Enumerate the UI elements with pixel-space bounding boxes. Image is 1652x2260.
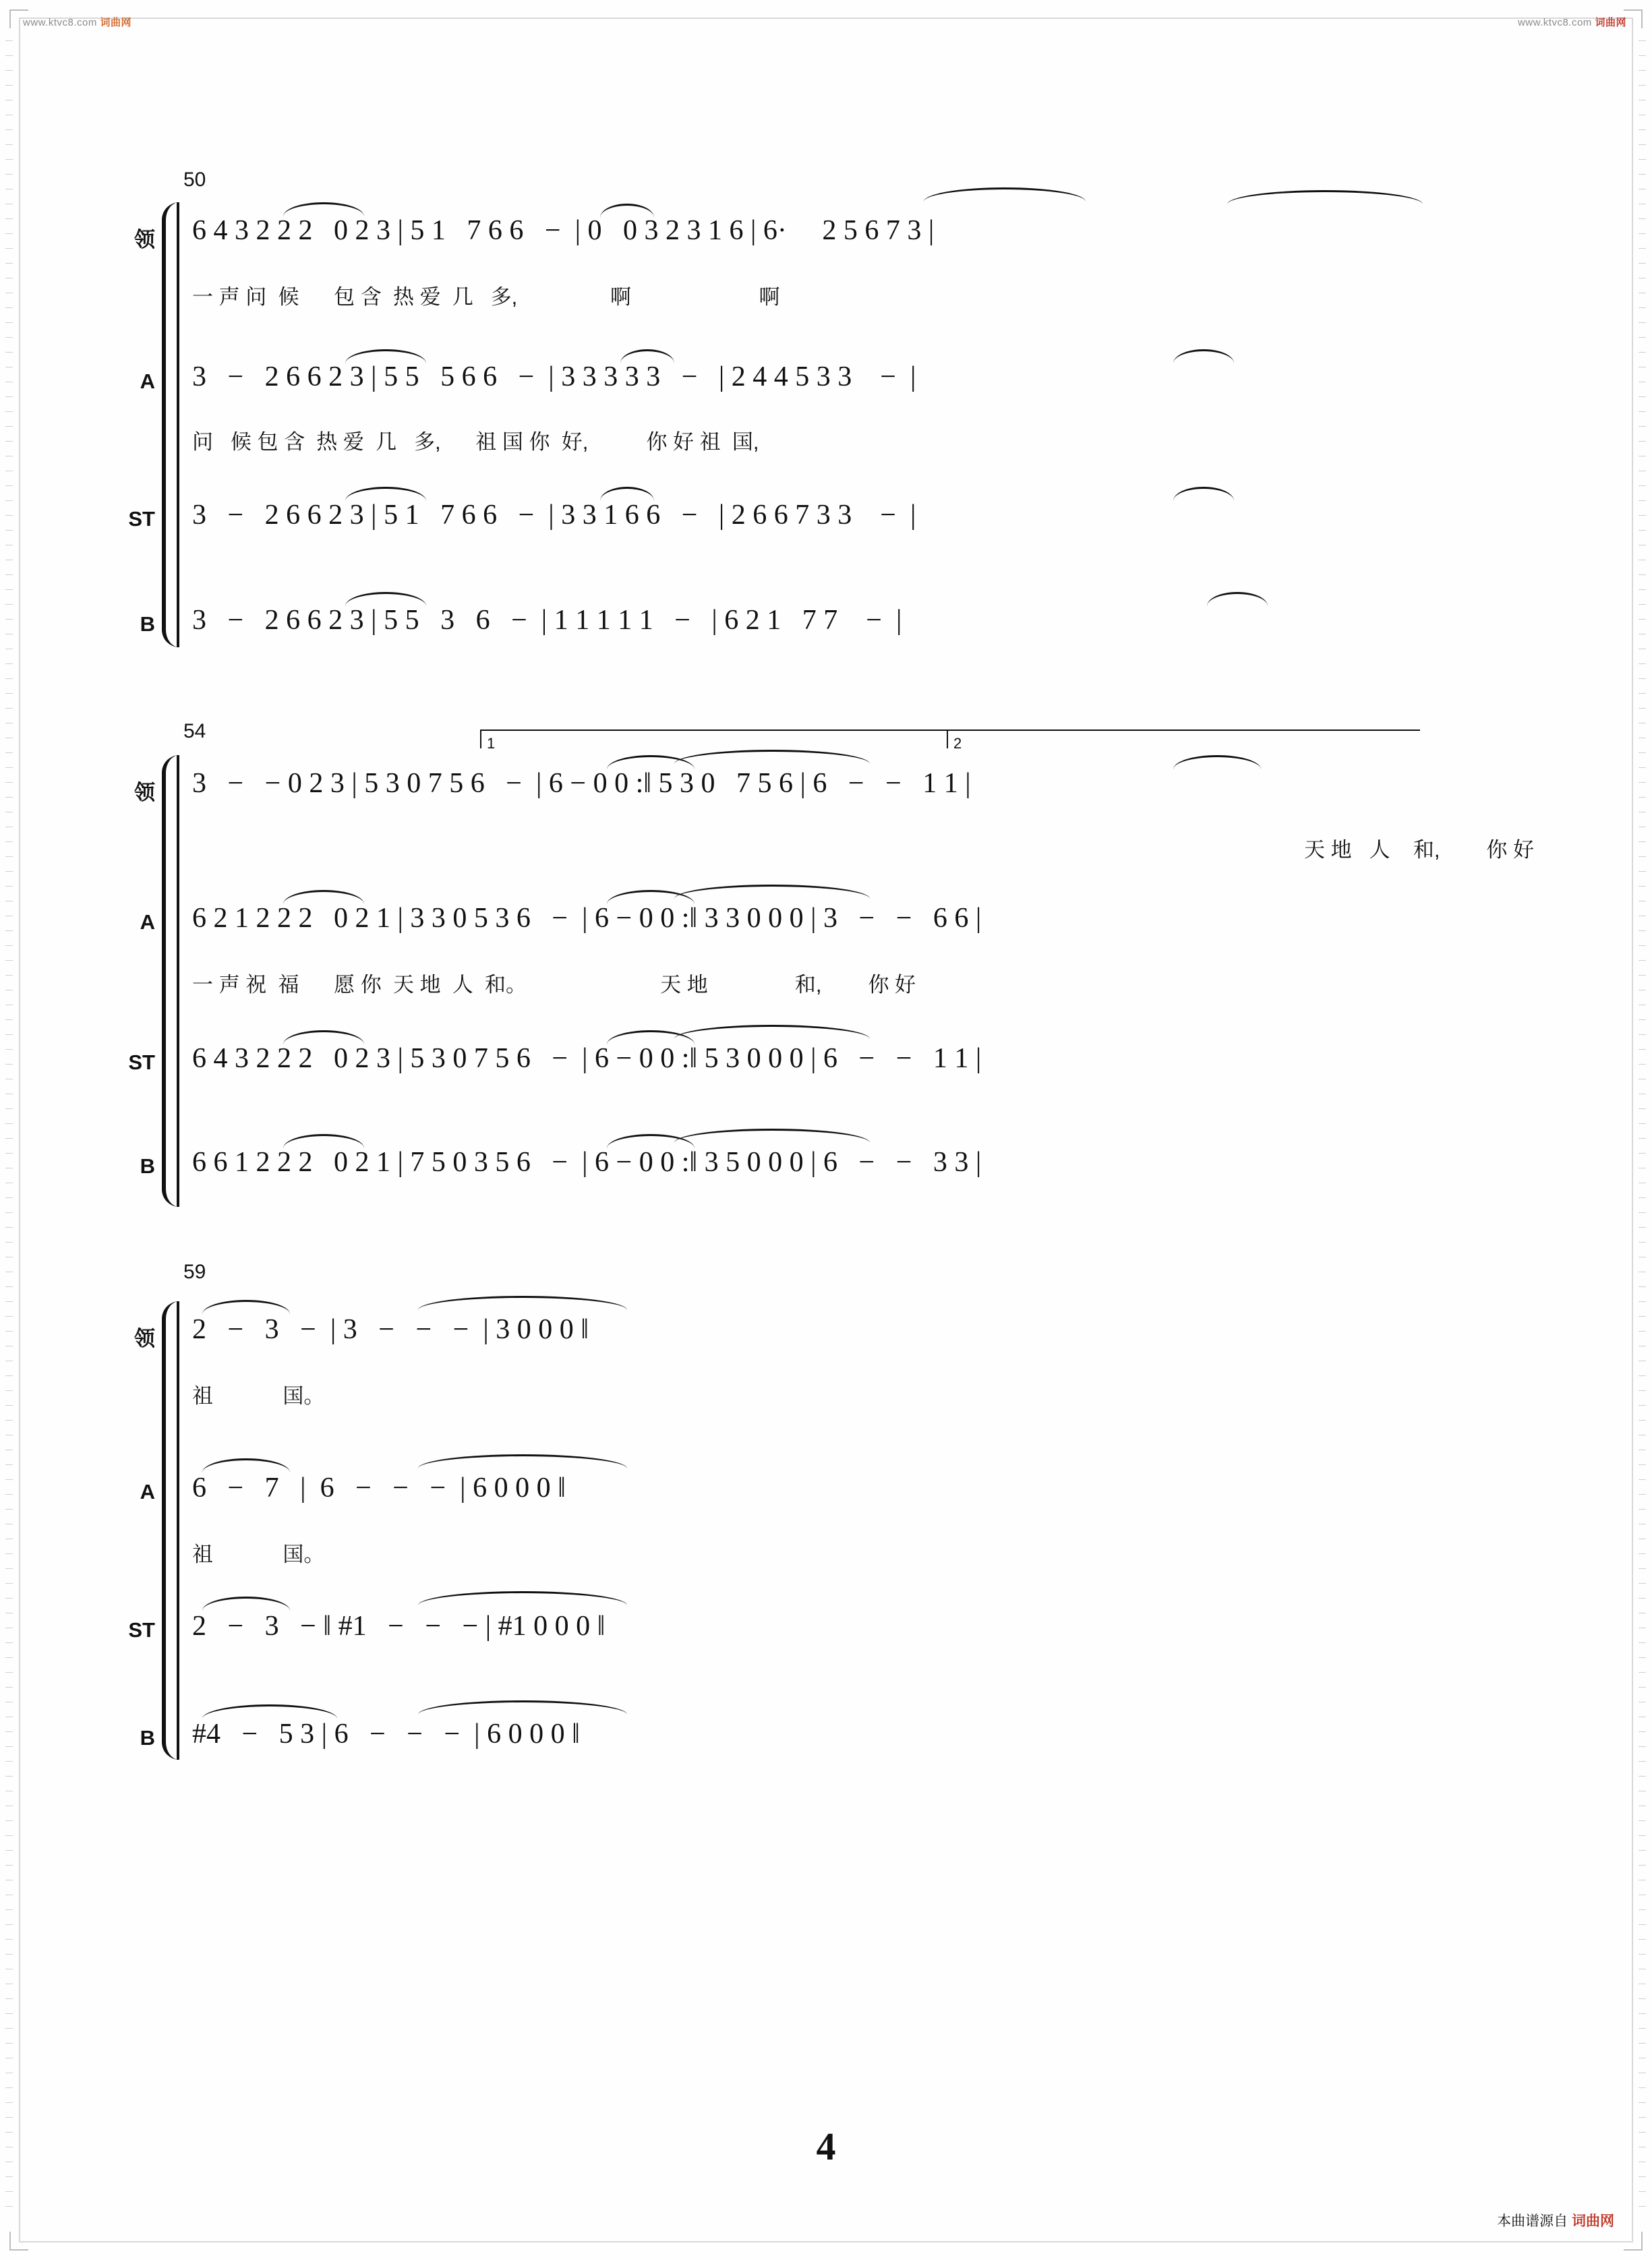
volta-bracket-1 xyxy=(480,730,947,748)
part-label-alto-2: A xyxy=(140,910,155,934)
watermark-top-left-site: 词曲网 xyxy=(100,17,132,28)
ruler-left xyxy=(5,40,13,2218)
notes-st-2: 6 4 3 2 2 2 0 2 3 | 5 3 0 7 5 6 − | 6 − 0 0 :‖ 5 3 0 0 0 | 6 − − 1 1 | xyxy=(192,1043,982,1074)
part-label-alto-1: A xyxy=(140,369,155,393)
footer-credit-prefix: 本曲谱源自 xyxy=(1497,2213,1568,2229)
system-barline-1 xyxy=(177,202,179,647)
notes-lead-2: 3 − − 0 2 3 | 5 3 0 7 5 6 − | 6 − 0 0 :‖ 5 3 0 7 5 6 | 6 − − 1 1 | xyxy=(192,768,971,799)
part-label-st-1: ST xyxy=(128,507,155,531)
footer-credit xyxy=(1497,2210,1614,2230)
notes-lead-1: 6 4 3 2 2 2 0 2 3 | 5 1 7 6 6 − | 0 0 3 2 3 1 6 | 6· 2 5 6 7 3 | xyxy=(192,215,935,246)
corner-mark-bottom-right xyxy=(1624,2232,1643,2251)
watermark-top-right xyxy=(1518,15,1626,29)
ruler-right xyxy=(1639,40,1647,2218)
part-label-st-2: ST xyxy=(128,1050,155,1074)
part-label-st-3: ST xyxy=(128,1618,155,1642)
system-barline-2 xyxy=(177,755,179,1207)
part-label-bass-3: B xyxy=(140,1726,155,1750)
page-frame xyxy=(19,18,1633,2242)
notes-alto-3: 6 − 7 | 6 − − − | 6 0 0 0 ‖ xyxy=(192,1473,566,1504)
lyrics-lead-3: 祖 国。 xyxy=(192,1384,325,1408)
volta-number-1: 1 xyxy=(487,735,496,752)
system-barline-3 xyxy=(177,1301,179,1760)
watermark-top-left xyxy=(23,15,131,29)
watermark-top-right-url: www.ktvc8.com xyxy=(1517,17,1592,28)
lyrics-lead-1: 一 声 问 候 包 含 热 爱 几 多, 啊 啊 xyxy=(192,285,780,309)
part-label-lead-3: 领 xyxy=(134,1327,155,1350)
measure-number-59: 59 xyxy=(183,1261,206,1283)
part-label-bass-1: B xyxy=(140,612,155,636)
notes-bass-3: #4 − 5 3 | 6 − − − | 6 0 0 0 ‖ xyxy=(192,1719,580,1750)
lyrics-lead-2: 天 地 人 和, 你 好 xyxy=(944,838,1535,862)
measure-number-50: 50 xyxy=(183,169,206,191)
part-label-alto-3: A xyxy=(140,1480,155,1504)
notes-lead-3: 2 − 3 − | 3 − − − | 3 0 0 0 ‖ xyxy=(192,1314,589,1345)
volta-bracket-2 xyxy=(947,730,1420,748)
notes-st-1: 3 − 2 6 6 2 3 | 5 1 7 6 6 − | 3 3 1 6 6 − | 2 6 6 7 3 3 − | xyxy=(192,500,916,531)
lyrics-alto-2: 一 声 祝 福 愿 你 天 地 人 和。 天 地 和, 你 好 xyxy=(192,973,916,997)
part-label-lead-2: 领 xyxy=(134,781,155,804)
page-number: 4 xyxy=(816,2124,836,2168)
corner-mark-top-right xyxy=(1624,9,1643,28)
notes-bass-2: 6 6 1 2 2 2 0 2 1 | 7 5 0 3 5 6 − | 6 − 0 0 :‖ 3 5 0 0 0 | 6 − − 3 3 | xyxy=(192,1147,982,1178)
notes-alto-1: 3 − 2 6 6 2 3 | 5 5 5 6 6 − | 3 3 3 3 3 − | 2 4 4 5 3 3 − | xyxy=(192,361,916,392)
part-label-lead-1: 领 xyxy=(134,228,155,251)
watermark-top-right-site: 词曲网 xyxy=(1595,17,1626,28)
corner-mark-bottom-left xyxy=(9,2232,28,2251)
lyrics-alto-1: 问 候 包 含 热 爱 几 多, 祖 国 你 好, 你 好 祖 国, xyxy=(192,430,759,454)
notes-bass-1: 3 − 2 6 6 2 3 | 5 5 3 6 − | 1 1 1 1 1 − | 6 2 1 7 7 − | xyxy=(192,605,902,636)
lyrics-alto-3: 祖 国。 xyxy=(192,1543,325,1566)
measure-number-54: 54 xyxy=(183,720,206,742)
volta-number-2: 2 xyxy=(953,735,962,752)
watermark-top-left-url: www.ktvc8.com xyxy=(23,17,97,28)
notes-alto-2: 6 2 1 2 2 2 0 2 1 | 3 3 0 5 3 6 − | 6 − 0 0 :‖ 3 3 0 0 0 | 3 − − 6 6 | xyxy=(192,903,982,934)
footer-credit-site: 词曲网 xyxy=(1572,2213,1614,2229)
notes-st-3: 2 − 3 − ‖ #1 − − − | #1 0 0 0 ‖ xyxy=(192,1611,606,1642)
part-label-bass-2: B xyxy=(140,1154,155,1178)
